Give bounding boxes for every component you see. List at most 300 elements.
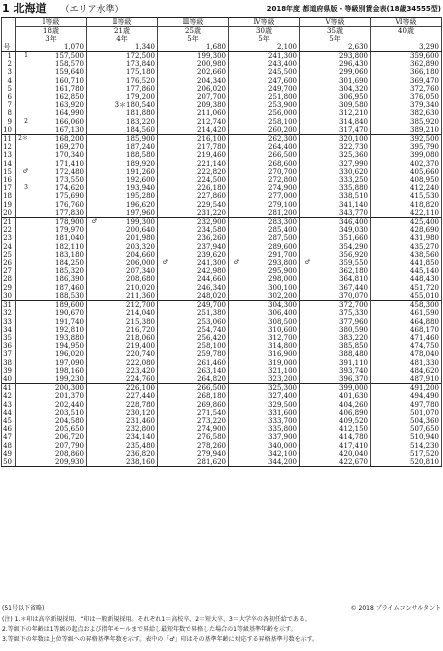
salary-cell [87,109,158,117]
salary-cell [87,201,158,209]
table-row [2,359,442,367]
salary-cell [87,433,158,441]
salary-value: 302,200 [268,291,297,300]
header-row-years [2,35,442,43]
salary-cell [158,201,229,209]
salary-value: 261,460 [197,358,226,367]
salary-cell [158,392,229,400]
salary-value: 248,020 [197,291,226,300]
salary-value: 169,270 [55,143,84,152]
salary-value: 234,140 [126,433,155,442]
header-age-3: 25歳 [158,27,229,36]
salary-cell [16,168,87,176]
grade-number: 38 [2,359,16,367]
salary-value: 396,370 [339,374,368,383]
salary-value: 221,140 [197,159,226,168]
salary-value: 216,720 [126,325,155,334]
grade-number: 2 [2,60,16,68]
salary-value: 388,480 [339,350,368,359]
table-row [2,192,442,200]
footnote-2: 2.等級下の年齢は1等級の起点および指年モールまで昇給し最短年数で昇格した場合の1等級基準年齢を示す。 [2,626,297,633]
salary-value: 195,280 [126,192,155,201]
salary-cell [158,209,229,218]
salary-cell [16,267,87,275]
salary-cell [87,284,158,292]
salary-cell [371,458,442,467]
salary-value: 359,550 [339,259,368,268]
salary-cell [87,392,158,400]
salary-value: 344,200 [268,457,297,466]
salary-value: 203,510 [55,408,84,417]
salary-cell [371,234,442,242]
salary-cell [300,60,371,68]
table-row [2,160,442,168]
salary-value: 271,540 [197,408,226,417]
salary-cell [300,259,371,267]
salary-value: 185,900 [126,135,155,144]
salary-cell [371,292,442,301]
salary-cell [87,151,158,159]
salary-cell [158,309,229,317]
salary-cell [87,176,158,184]
salary-cell [229,401,300,409]
salary-value: 306,400 [268,309,297,318]
grade-number: 45 [2,417,16,425]
grade-number: 8 [2,109,16,117]
salary-cell [158,342,229,350]
salary-value: 362,180 [339,267,368,276]
salary-value: 405,660 [410,167,439,176]
table-row [2,209,442,218]
table-row [2,309,442,317]
table-row [2,417,442,425]
salary-cell [158,68,229,76]
salary-value: 173,840 [126,60,155,69]
salary-cell [87,342,158,350]
salary-cell [300,342,371,350]
salary-value: 327,990 [339,159,368,168]
salary-cell [229,350,300,358]
salary-cell [300,176,371,184]
salary-cell [300,243,371,251]
salary-value: 207,790 [55,441,84,450]
salary-value: 215,380 [126,317,155,326]
salary-value: 197,960 [126,208,155,217]
salary-cell [16,209,87,218]
salary-value: 256,420 [197,333,226,342]
salary-cell [371,93,442,101]
header-age-2: 21歳 [87,27,158,36]
salary-cell [371,450,442,458]
salary-cell [87,135,158,144]
salary-value: 228,780 [126,400,155,409]
grade-number: 10 [2,126,16,135]
salary-value: 285,400 [268,226,297,235]
salary-cell [158,184,229,192]
table-row [2,151,442,159]
salary-value: 160,710 [55,76,84,85]
salary-cell [300,275,371,283]
salary-value: 229,540 [197,200,226,209]
salary-value: 237,940 [197,242,226,251]
salary-value: 504,360 [410,416,439,425]
header-age-1: 18歳 [16,27,87,36]
grade-number: 40 [2,375,16,384]
salary-cell [229,284,300,292]
table-row [2,301,442,310]
table-row [2,201,442,209]
salary-value: 383,220 [339,333,368,342]
salary-cell [16,417,87,425]
salary-value: 214,040 [126,309,155,318]
salary-value: 197,090 [55,358,84,367]
salary-cell [87,77,158,85]
grade-number: 24 [2,243,16,251]
salary-cell [158,284,229,292]
salary-value: 227,860 [197,192,226,201]
salary-cell [229,326,300,334]
salary-cell [300,77,371,85]
salary-cell [87,375,158,384]
salary-cell [158,52,229,61]
salary-cell [371,267,442,275]
salary-value: 276,580 [197,433,226,442]
salary-cell [158,192,229,200]
salary-cell [158,160,229,168]
salary-value: 206,020 [197,84,226,93]
salary-value: 185,320 [55,267,84,276]
table-row [2,433,442,441]
prefecture-number: 1 [2,2,10,15]
salary-cell [371,85,442,93]
salary-value: 520,810 [410,457,439,466]
salary-cell [158,409,229,417]
table-row [2,135,442,144]
salary-value: 399,000 [339,384,368,393]
salary-cell [16,367,87,375]
salary-value: 497,780 [410,400,439,409]
header-grade-2: Ⅱ等級 [87,18,158,27]
salary-value: 438,560 [410,250,439,259]
salary-cell [300,292,371,301]
table-row [2,234,442,242]
salary-value: 258,100 [197,342,226,351]
salary-cell [158,458,229,467]
salary-cell [87,118,158,126]
salary-cell [87,251,158,259]
grade-number: 35 [2,334,16,342]
salary-value: 204,340 [197,76,226,85]
footnote-3: 3.等級下の年数は上位等級への昇格基準年数を示す。表中の「♂」印はその基準年齢に対応する昇格基準号数を示す。 [2,636,319,643]
salary-cell [158,118,229,126]
salary-value: 204,660 [126,250,155,259]
salary-cell [371,184,442,192]
salary-cell [371,359,442,367]
salary-cell [229,192,300,200]
salary-value: 236,260 [197,234,226,243]
area-note: （エリア水準） [60,5,124,15]
salary-value: 392,500 [410,135,439,144]
salary-cell [87,359,158,367]
salary-value: 278,260 [197,441,226,450]
salary-value: 418,820 [410,200,439,209]
header-row-grade [2,18,442,27]
salary-cell [300,118,371,126]
salary-value: 183,180 [55,250,84,259]
grade-number: 12 [2,143,16,151]
salary-value: 501,070 [410,408,439,417]
table-row [2,168,442,176]
table-row [2,350,442,358]
table-row [2,401,442,409]
page-header [2,2,441,16]
salary-value: 231,460 [126,416,155,425]
header-pitch-5: 2,630 [300,43,371,52]
salary-cell [300,52,371,61]
salary-value: 253,060 [197,317,226,326]
salary-cell [16,151,87,159]
salary-cell [229,77,300,85]
salary-cell [16,442,87,450]
salary-value: 249,700 [268,84,297,93]
salary-cell [300,151,371,159]
salary-cell [87,267,158,275]
grade-number-header [2,18,16,27]
salary-value: 380,590 [339,325,368,334]
salary-value: 362,890 [410,60,439,69]
table-row [2,425,442,433]
salary-cell [158,234,229,242]
salary-value: 172,500 [126,52,155,60]
grade-number: 31 [2,301,16,310]
salary-value: 415,530 [410,192,439,201]
salary-value: 299,060 [339,68,368,77]
salary-cell [16,433,87,441]
salary-cell [300,301,371,310]
salary-cell [16,160,87,168]
salary-value: 189,600 [55,301,84,310]
salary-value: 212,700 [126,301,155,310]
salary-cell [300,384,371,393]
salary-cell [87,309,158,317]
salary-value: 325,300 [268,384,297,393]
grade-number: 18 [2,192,16,200]
table-row [2,184,442,192]
salary-value: 316,900 [268,350,297,359]
salary-value: 268,600 [268,159,297,168]
salary-value: 158,570 [55,60,84,69]
salary-cell [87,52,158,61]
salary-value: 190,670 [55,309,84,318]
salary-value: 192,600 [126,176,155,185]
salary-value: 207,340 [126,267,155,276]
salary-cell [16,135,87,144]
salary-value: 187,460 [55,283,84,292]
salary-cell [158,77,229,85]
cell-marker: ♂ [91,218,97,226]
salary-value: 372,760 [410,84,439,93]
table-row [2,392,442,400]
salary-cell [87,101,158,109]
table-row [2,218,442,227]
salary-value: 431,980 [410,234,439,243]
salary-value: 279,940 [197,449,226,458]
grade-number: 33 [2,318,16,326]
salary-value: 327,400 [268,392,297,401]
salary-value: 364,810 [339,275,368,284]
grade-number: 3 [2,68,16,76]
salary-cell [300,318,371,326]
grade-number: 15 [2,168,16,176]
salary-cell [87,275,158,283]
salary-cell [229,118,300,126]
header-grade-6: Ⅵ等級 [371,18,442,27]
salary-cell [16,184,87,192]
salary-cell [229,251,300,259]
salary-cell [371,342,442,350]
salary-cell [87,218,158,227]
salary-value: 367,440 [339,283,368,292]
salary-cell [158,93,229,101]
salary-cell [300,93,371,101]
salary-cell [87,93,158,101]
salary-value: 494,490 [410,392,439,401]
salary-cell [16,234,87,242]
salary-cell [371,409,442,417]
salary-cell [16,284,87,292]
salary-value: 188,530 [55,291,84,300]
salary-cell [300,109,371,117]
salary-value: 404,260 [339,400,368,409]
salary-cell [87,409,158,417]
salary-cell [300,201,371,209]
salary-value: 341,140 [339,200,368,209]
salary-value: 359,600 [410,52,439,60]
salary-cell [87,126,158,135]
salary-cell [229,309,300,317]
salary-cell [158,251,229,259]
header-grade-1: Ⅰ等級 [16,18,87,27]
salary-cell [229,126,300,135]
prefecture-name: 北海道 [13,2,47,15]
salary-cell [158,267,229,275]
salary-value: 254,740 [197,325,226,334]
salary-cell [300,392,371,400]
salary-cell [371,176,442,184]
salary-value: 382,630 [410,109,439,118]
salary-cell [16,126,87,135]
table-row [2,126,442,135]
salary-cell [229,234,300,242]
salary-cell [229,318,300,326]
salary-cell [229,433,300,441]
grade-number: 13 [2,151,16,159]
salary-value: 385,850 [339,342,368,351]
table-row [2,367,442,375]
salary-cell [87,350,158,358]
salary-cell [158,375,229,384]
salary-value: 408,950 [410,176,439,185]
cell-marker: ♂ [233,259,239,267]
copyright: © 2018 プライムコンサルタント [350,605,441,612]
salary-cell [300,309,371,317]
table-row [2,143,442,151]
salary-value: 289,600 [268,242,297,251]
salary-cell [16,176,87,184]
salary-value: 246,340 [197,283,226,292]
salary-value: 171,410 [55,159,84,168]
salary-value: 211,360 [126,291,155,300]
salary-cell [300,68,371,76]
salary-value: 325,360 [339,151,368,160]
salary-cell [229,409,300,417]
salary-cell [371,77,442,85]
salary-value: 458,300 [410,301,439,310]
cell-marker: 1 [24,52,28,59]
salary-value: 260,200 [268,125,297,134]
page-title [2,2,124,17]
salary-cell [371,143,442,151]
salary-cell [371,192,442,200]
salary-value: 342,100 [268,449,297,458]
grade-number: 32 [2,309,16,317]
salary-value: 200,980 [197,60,226,69]
header-pitch-3: 1,680 [158,43,229,52]
salary-value: 321,100 [268,366,297,375]
salary-cell [229,342,300,350]
salary-cell [371,401,442,409]
salary-cell [16,259,87,267]
salary-cell [158,384,229,393]
salary-value: 402,370 [410,159,439,168]
salary-value: 335,880 [339,184,368,193]
salary-value: 238,160 [126,457,155,466]
salary-cell [229,201,300,209]
salary-value: 253,900 [268,101,297,110]
salary-value: 192,810 [55,325,84,334]
salary-cell [371,135,442,144]
table-row [2,442,442,450]
salary-cell [371,109,442,117]
salary-value: 263,140 [197,366,226,375]
salary-cell [87,60,158,68]
salary-cell [229,168,300,176]
salary-cell [229,267,300,275]
salary-cell [300,234,371,242]
salary-value: 243,400 [268,60,297,69]
salary-cell [16,318,87,326]
header-age-5: 35歳 [300,27,371,36]
salary-value: 340,000 [268,441,297,450]
salary-value: 236,820 [126,449,155,458]
salary-cell [158,326,229,334]
salary-value: 204,580 [55,416,84,425]
grade-number: 36 [2,342,16,350]
salary-cell [300,209,371,218]
salary-cell [16,101,87,109]
table-row [2,318,442,326]
salary-value: 309,580 [339,101,368,110]
header-pitch-1: 1,070 [16,43,87,52]
table-row [2,68,442,76]
salary-value: 351,660 [339,234,368,243]
salary-cell [371,52,442,61]
salary-cell [16,226,87,234]
salary-cell [371,433,442,441]
salary-value: 323,200 [268,374,297,383]
salary-value: 201,980 [126,234,155,243]
salary-cell [16,52,87,61]
